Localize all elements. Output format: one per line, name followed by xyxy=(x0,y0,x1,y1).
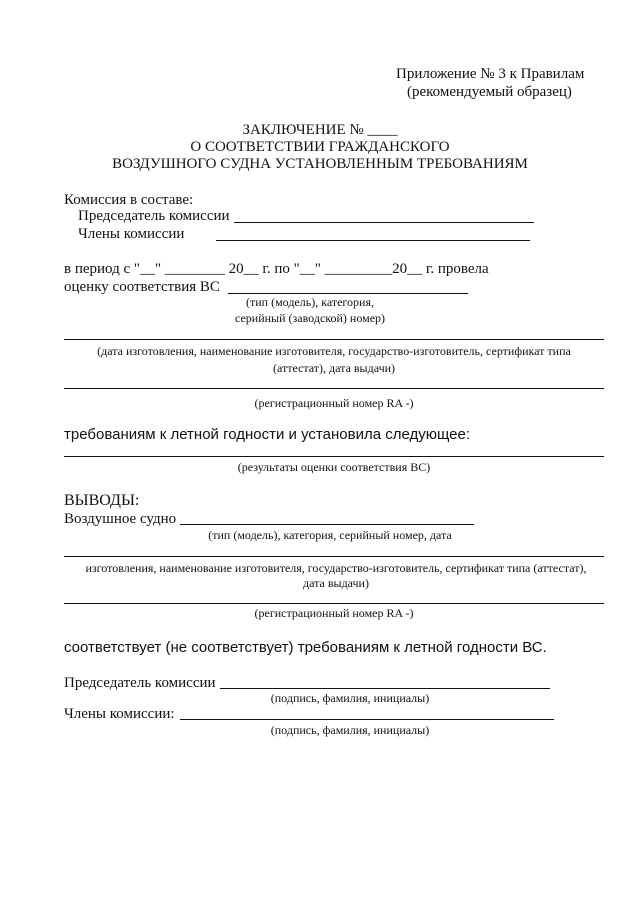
signature-chairman-label: Председатель комиссии xyxy=(64,675,216,691)
compliance-text: соответствует (не соответствует) требованиям к летной годности ВС. xyxy=(64,639,547,656)
appendix-note: Приложение № 3 к Правилам xyxy=(396,66,585,82)
title-line-2: О СООТВЕТСТВИИ ГРАЖДАНСКОГО xyxy=(190,139,450,155)
commission-intro: Комиссия в составе: xyxy=(64,192,194,208)
conclusion-reg-caption: (регистрационный номер RA -) xyxy=(254,606,414,620)
members-input-line[interactable] xyxy=(216,240,530,241)
title-line-3: ВОЗДУШНОГО СУДНА УСТАНОВЛЕННЫМ ТРЕБОВАНИЯМ xyxy=(112,156,528,172)
signature-members-line[interactable] xyxy=(180,719,554,720)
assessment-label: оценку соответствия ВС xyxy=(64,279,220,295)
serial-caption: серийный (заводской) номер) xyxy=(234,311,386,325)
manufacture-caption-2: (аттестат), дата выдачи) xyxy=(272,361,396,375)
conclusions-heading: ВЫВОДЫ: xyxy=(64,492,140,509)
conclusion-manufacture-caption-2: дата выдачи) xyxy=(303,576,369,590)
results-input-line[interactable] xyxy=(64,456,604,457)
period-line: в период с "__" ________ 20__ г. по "__" _________20__ г. провела xyxy=(64,261,489,277)
type-model-caption: (тип (модель), категория, xyxy=(245,295,374,309)
aircraft-input-line[interactable] xyxy=(228,293,468,294)
title-line-1: ЗАКЛЮЧЕНИЕ № ____ xyxy=(242,122,398,138)
manufacture-caption-1: (дата изготовления, наименование изготовителя, государство-изготовитель, сертификат типа xyxy=(97,344,571,358)
members-label: Члены комиссии xyxy=(78,226,185,242)
chairman-input-line[interactable] xyxy=(234,222,534,223)
manufacture-input-line[interactable] xyxy=(64,339,604,340)
signature-chairman-caption: (подпись, фамилия, инициалы) xyxy=(270,691,430,705)
reg-number-caption: (регистрационный номер RA -) xyxy=(254,396,414,410)
signature-members-label: Члены комиссии: xyxy=(64,706,175,722)
conclusion-manufacture-caption-1: изготовления, наименование изготовителя, государство-изготовитель, сертификат типа (аттестат), xyxy=(85,561,587,575)
aircraft-label: Воздушное судно xyxy=(64,511,177,527)
conclusion-type-caption: (тип (модель), категория, серийный номер, дата xyxy=(208,528,452,542)
signature-members-caption: (подпись, фамилия, инициалы) xyxy=(270,723,430,737)
sample-note: (рекомендуемый образец) xyxy=(407,84,572,100)
chairman-label: Председатель комиссии xyxy=(78,208,230,224)
conclusion-manufacture-input-line[interactable] xyxy=(64,556,604,557)
conclusion-reg-input-line[interactable] xyxy=(64,603,604,604)
reg-number-input-line[interactable] xyxy=(64,388,604,389)
results-caption: (результаты оценки соответствия ВС) xyxy=(237,460,431,474)
signature-chairman-line[interactable] xyxy=(220,688,550,689)
requirements-text: требованиям к летной годности и установила следующее: xyxy=(64,426,470,443)
conclusion-aircraft-input-line[interactable] xyxy=(180,524,474,525)
